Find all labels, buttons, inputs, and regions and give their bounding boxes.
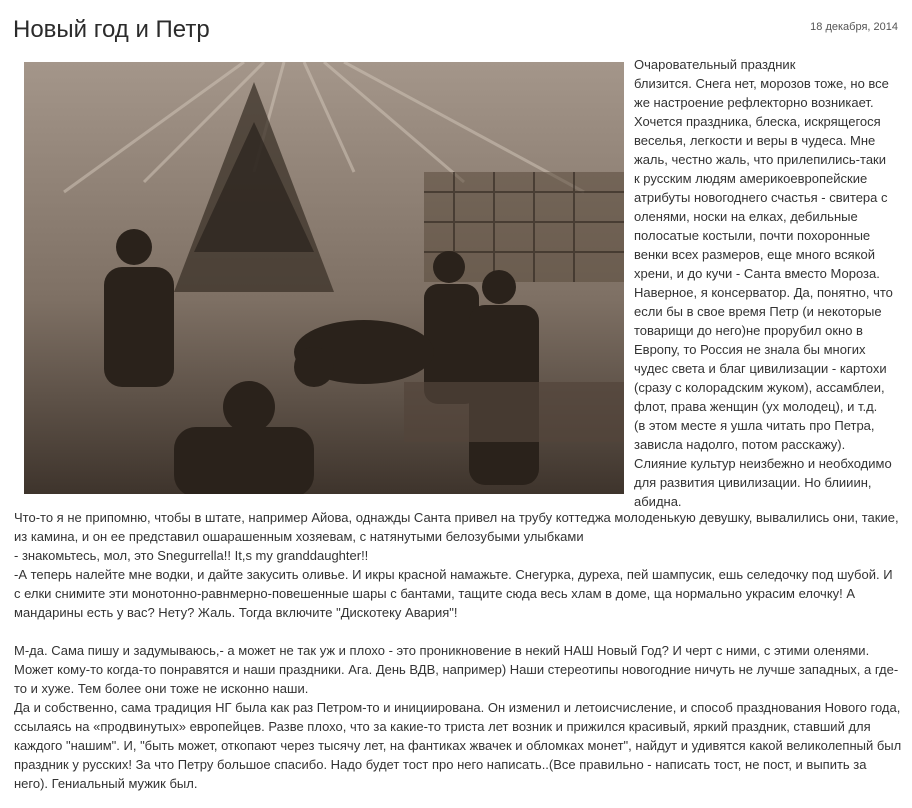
intro-line: для развития цивилизации. Но блииин, (634, 475, 872, 490)
post-date: 18 декабря, 2014 (810, 21, 898, 33)
post-photo (24, 62, 624, 494)
intro-line: Очаровательный праздник (634, 57, 796, 72)
intro-line: зависла надолго, потом расскажу). (634, 437, 846, 452)
intro-line: (в этом месте я ушла читать про Петра, (634, 418, 875, 433)
intro-line: близится. Снега нет, морозов тоже, но все (634, 76, 889, 91)
intro-line: если бы в свое время Петр (и некоторые (634, 304, 882, 319)
intro-line: Хочется праздника, блеска, искрящегося (634, 114, 881, 129)
body-paragraph: - знакомьтесь, мол, это Snegurrella!! It,s my granddaughter!! (14, 548, 369, 563)
post-body (14, 508, 902, 793)
intro-line: Слияние культур неизбежно и необходимо (634, 456, 892, 471)
intro-line: венки всех размеров, еще много всякой (634, 247, 875, 262)
body-paragraph: М-да. Сама пишу и задумываюсь,- а может не так уж и плохо - это проникновение в некий НАШ Новый Год? И черт с ними, с этими оленями. Может кому-то когда-то понравятся и наши праздники. Ага. День ВДВ, например) Наши стереотипы новогодние ничуть не лучше западных, а где-то и хуже. Тем более они тоже не исконно наши. (14, 643, 899, 696)
intro-line: Наверное, я консерватор. Да, понятно, что (634, 285, 893, 300)
body-paragraph: Да и собственно, сама традиция НГ была как раз Петром-то и инициирована. Он изменил и летоисчисление, и способ празднования Нового года, ссылаясь на «продвинутых» европейцев. Разве плохо, что за какие-то триста лет возник и прижился красивый, яркий праздник, ставший для каждого "нашим". И, "быть может, откопают через тысячу лет, на фантиках жвачек и обломках монет", найдут и удивятся какой великолепный был праздник у русских! За что Петру большое спасибо. Надо будет тост про него написать..(Все правильно - написать тост, не пост, и выпить за него). Гениальный мужик был. (14, 700, 902, 791)
intro-line: товарищи до него)не прорубил окно в (634, 323, 863, 338)
intro-line: же настроение рефлекторно возникает. (634, 95, 874, 110)
body-paragraph: Что-то я не припомню, чтобы в штате, например Айова, однажды Санта привел на трубу коттеджа молоденькую девушку, вывалились они, такие, из камина, и он ее представил ошарашенным хозяевам, с натянутыми белозубыми улыбками (14, 510, 899, 544)
post-title: Новый год и Петр (13, 16, 210, 43)
intro-line: Европу, то Россия не знала бы многих (634, 342, 866, 357)
intro-text-column (634, 55, 904, 511)
intro-line: атрибуты новогоднего счастья - свитера с (634, 190, 888, 205)
intro-line: полосатые костыли, почти похоронные (634, 228, 871, 243)
photo-illustration (24, 62, 624, 494)
intro-line: (сразу с колорадским жуком), ассамблеи, (634, 380, 885, 395)
paragraph-spacer (14, 622, 902, 641)
intro-line: флот, права женщин (ух молодец), и т.д. (634, 399, 878, 414)
intro-line: абидна. (634, 494, 682, 509)
intro-line: к русским людям америкоевропейские (634, 171, 868, 186)
body-paragraph: -А теперь налейте мне водки, и дайте закусить оливье. И икры красной намажьте. Снегурка, дуреха, пей шампусик, ешь селедочку под шубой. И с елки снимите эти монотонно-равнмерно-повешенные шары с бантами, тащите сюда весь хлам в доме, ща нормально украсим елочку! А мандарины есть у вас? Нету? Жаль. Тогда включите "Дискотеку Авария"! (14, 567, 893, 620)
intro-line: жаль, честно жаль, что прилепились-таки (634, 152, 887, 167)
intro-line: чудес света и благ цивилизации - картохи (634, 361, 887, 376)
intro-line: веселья, легкости и веры в чудеса. Мне (634, 133, 876, 148)
intro-line: хрени, и до кучи - Санта вместо Мороза. (634, 266, 880, 281)
intro-line: оленями, носки на елках, дебильные (634, 209, 858, 224)
